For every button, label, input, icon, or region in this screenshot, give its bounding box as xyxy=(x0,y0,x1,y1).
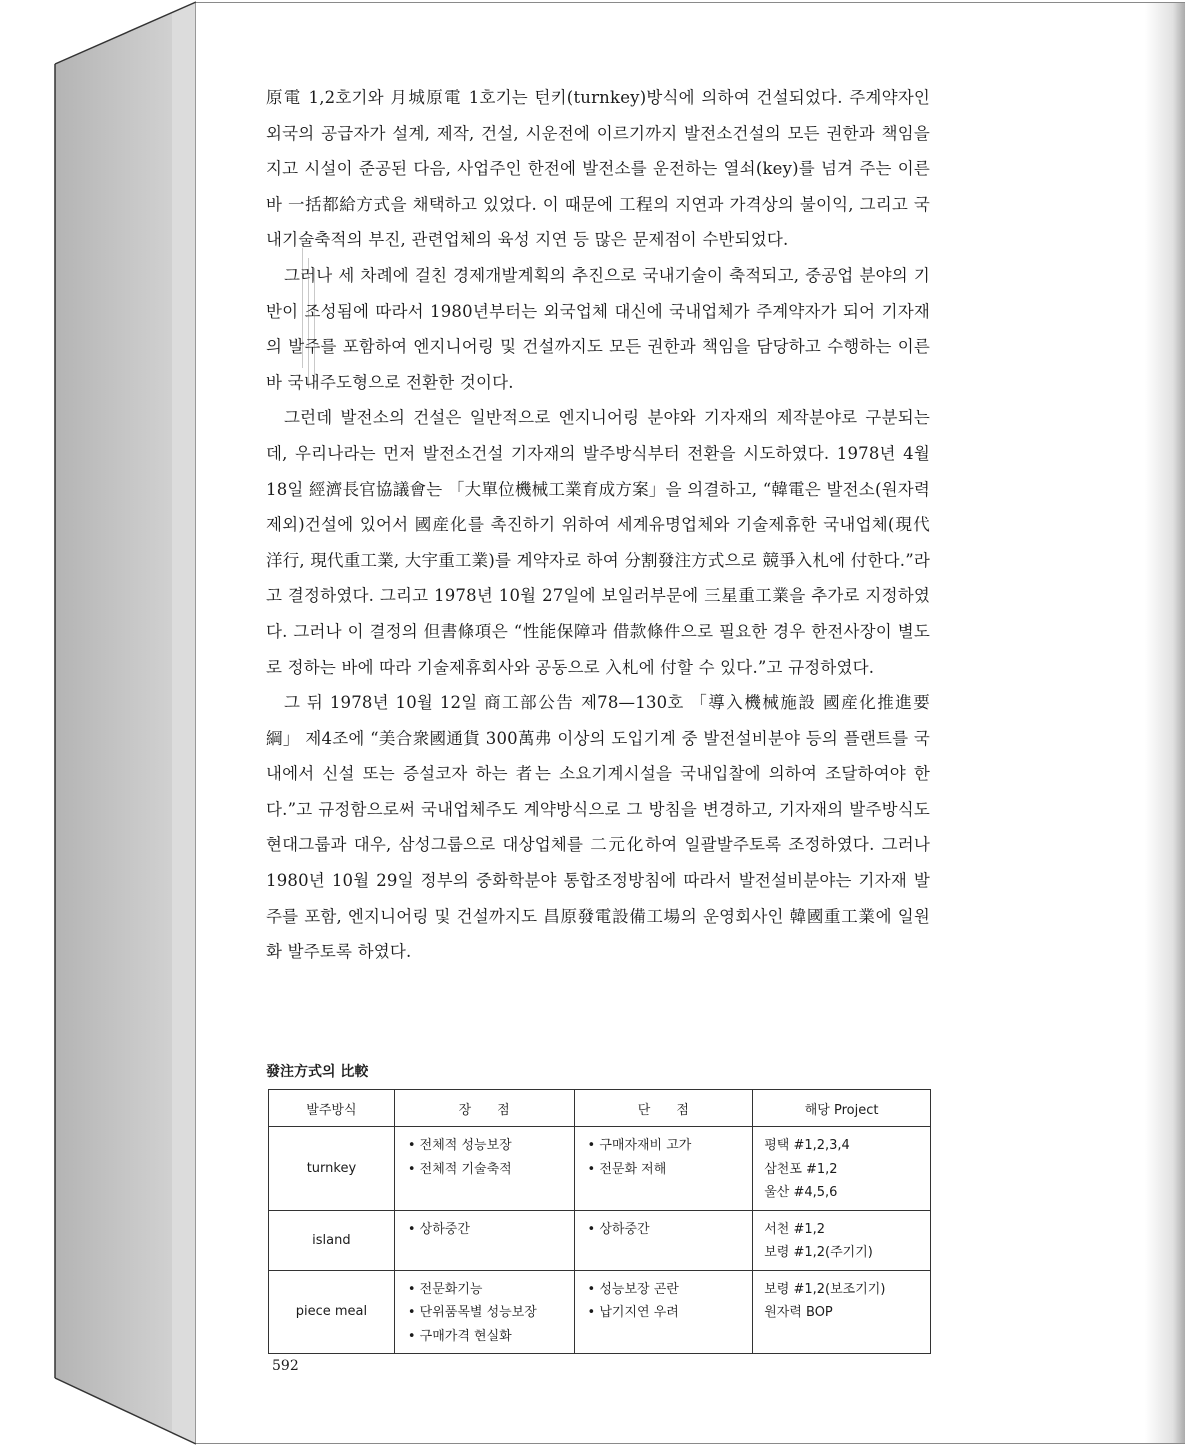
order-method-comparison-table xyxy=(268,1089,931,1354)
projects-cell xyxy=(753,1127,931,1211)
paragraph: 그 뒤 1978년 10월 12일 商工部公告 제78—130호 「導入機械施設 國産化推進要綱」 제4조에 “美合衆國通貨 300萬弗 이상의 도입기계 중 발전설비분야 등의 플랜트를 국내에서 신설 또는 증설코자 하는 者는 소요기계시설을 국내입찰에 의하여 조달하여야 한다.”고 규정함으로써 국내업체주도 계약방식으로 그 방침을 변경하고, 기자재의 발주방식도 현대그룹과 대우, 삼성그룹으로 대상업체를 二元化하여 일괄발주토록 조정하였다. 그러나 1980년 10월 29일 정부의 중화학분야 통합조정방침에 따라서 발전설비분야는 기자재 발주를 포함, 엔지니어링 및 건설까지도 昌原發電設備工場의 운영회사인 韓國重工業에 일원화 발주토록 하였다. xyxy=(266,693,930,962)
list-item: • 전체적 성능보장 xyxy=(408,1134,573,1158)
projects-cell xyxy=(753,1270,931,1354)
cons-cell xyxy=(574,1210,753,1270)
table-row xyxy=(269,1270,931,1354)
pros-cell xyxy=(394,1210,574,1270)
method-cell: piece meal xyxy=(269,1270,395,1354)
pros-cell xyxy=(394,1127,574,1211)
list-item: • 전체적 기술축적 xyxy=(408,1158,573,1182)
list-item: 울산 #4,5,6 xyxy=(764,1185,838,1200)
cons-cell xyxy=(574,1270,753,1354)
cons-cell xyxy=(574,1127,753,1211)
list-item: 보령 #1,2(주기기) xyxy=(764,1245,873,1260)
paragraph: 그러나 세 차례에 걸친 경제개발계획의 추진으로 국내기술이 축적되고, 중공업 분야의 기반이 조성됨에 따라서 1980년부터는 외국업체 대신에 국내업체가 주계약자가 되어 기자재의 발주를 포함하여 엔지니어링 및 건설까지도 모든 권한과 책임을 담당하고 수행하는 이른바 국내주도형으로 전환한 것이다. xyxy=(266,265,930,392)
list-item: 원자력 BOP xyxy=(764,1305,833,1320)
pros-cell xyxy=(394,1270,574,1354)
body-text xyxy=(266,80,930,970)
paragraph: 原電 1,2호기와 月城原電 1호기는 턴키(turnkey)방식에 의하여 건설되었다. 주계약자인 외국의 공급자가 설계, 제작, 건설, 시운전에 이르기까지 발전소건설의 모든 권한과 책임을 지고 시설이 준공된 다음, 사업주인 한전에 발전소를 운전하는 열쇠(key)를 넘겨 주는 이른바 一括都給方式을 채택하고 있었다. 이 때문에 工程의 지연과 가격상의 불이익, 그리고 국내기술축적의 부진, 관련업체의 육성 지연 등 많은 문제점이 수반되었다. xyxy=(266,88,930,250)
list-item: 서천 #1,2 xyxy=(764,1221,826,1237)
page-number: 592 xyxy=(272,1358,299,1374)
table-row xyxy=(269,1210,931,1270)
list-item: • 전문화기능 xyxy=(408,1278,573,1302)
list-item: • 납기지연 우려 xyxy=(588,1301,752,1325)
table-header-row xyxy=(269,1090,931,1127)
page-curl-shadow xyxy=(1145,3,1185,1443)
column-header: 해당 Project xyxy=(753,1090,931,1127)
column-header: 장 점 xyxy=(394,1090,574,1127)
list-item: • 구매가격 현실화 xyxy=(408,1325,573,1349)
list-item: 평택 #1,2,3,4 xyxy=(764,1138,850,1153)
column-header: 단 점 xyxy=(574,1090,753,1127)
list-item: • 상하중간 xyxy=(408,1218,573,1242)
list-item: • 상하중간 xyxy=(588,1218,752,1242)
table-row xyxy=(269,1127,931,1211)
column-header: 발주방식 xyxy=(269,1090,395,1127)
paragraph: 그런데 발전소의 건설은 일반적으로 엔지니어링 분야와 기자재의 제작분야로 구분되는데, 우리나라는 먼저 발전소건설 기자재의 발주방식부터 전환을 시도하였다. 1978년 4월 18일 經濟長官協議會는 「大單位機械工業育成方案」을 의결하고, “韓電은 발전소(원자력 제외)건설에 있어서 國産化를 촉진하기 위하여 세계유명업체와 기술제휴한 국내업체(現代洋行, 現代重工業, 大宇重工業)를 계약자로 하여 分割發注方式으로 競爭入札에 付한다.”라고 결정하였다. 그리고 1978년 10월 27일에 보일러부문에 三星重工業을 추가로 지정하였다. 그러나 이 결정의 但書條項은 “性能保障과 借款條件으로 필요한 경우 한전사장이 별도로 정하는 바에 따라 기술제휴회사와 공동으로 入札에 付할 수 있다.”고 규정하였다. xyxy=(266,408,930,677)
book-edge-illustration xyxy=(0,0,200,1446)
list-item: • 전문화 저해 xyxy=(588,1158,752,1182)
method-cell: island xyxy=(269,1210,395,1270)
table-caption: 發注方式의 比較 xyxy=(266,1064,369,1080)
list-item: 삼천포 #1,2 xyxy=(764,1161,838,1177)
method-cell: turnkey xyxy=(269,1127,395,1211)
list-item: • 성능보장 곤란 xyxy=(588,1278,752,1302)
projects-cell xyxy=(753,1210,931,1270)
list-item: 보령 #1,2(보조기기) xyxy=(764,1281,886,1297)
list-item: • 구매자재비 고가 xyxy=(588,1134,752,1158)
list-item: • 단위품목별 성능보장 xyxy=(408,1301,573,1325)
